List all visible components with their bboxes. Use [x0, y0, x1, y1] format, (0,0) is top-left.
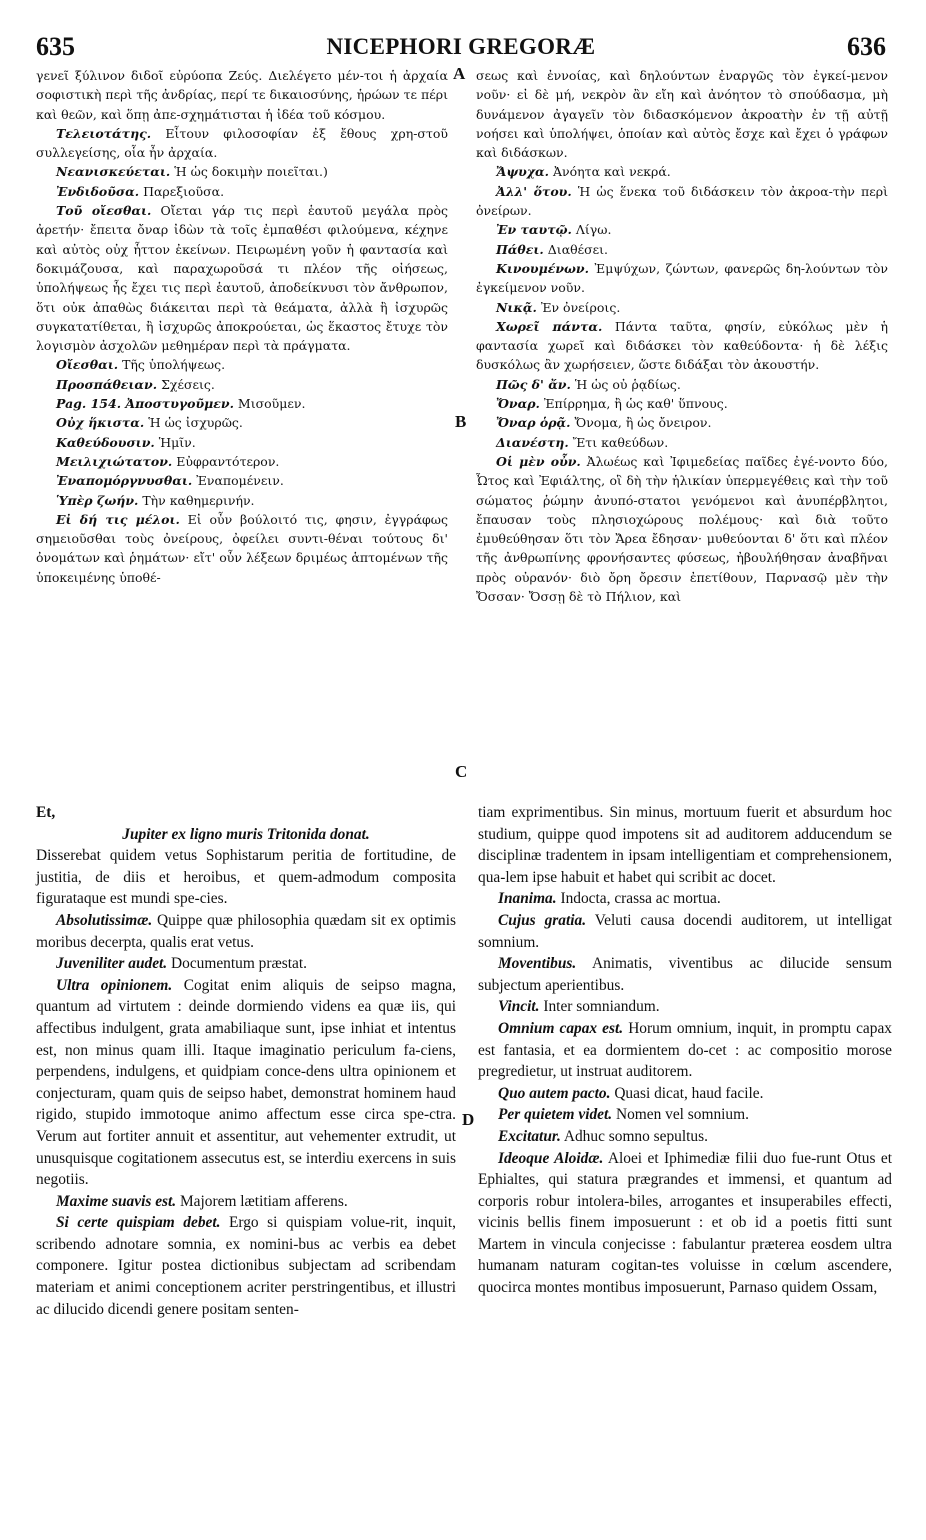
- greek-column-right: [476, 66, 888, 606]
- paragraph-text: Veluti causa docendi auditorem, ut intelligat somnium.: [478, 911, 892, 951]
- paragraph-text: Ἡ ὡς ἕνεκα τοῦ διδάσκειν τὸν ἀκροα-τὴν περὶ ὀνείρων.: [476, 183, 888, 219]
- paragraph-text: Adhuc somno sepultus.: [563, 1127, 708, 1145]
- paragraph-text: Οἴεται γάρ τις περὶ ἑαυτοῦ μεγάλα πρὸς ἀρετήν· ἔπειτα ὄναρ ἰδὼν τὰ τοῖς ἐμπαθέσι φιλούμενα, κέχηνε καὶ αὐτὸς οὐχ ἧττον ἐκείνων. Πειρωμένη γοῦν ἡ φαντασία καὶ δοκιμάζουσα, καὶ παραχωροῦσά τι πλέον τῆς οἰήσεως, ὑπολήψεως ἧς ἔχει τις περὶ ἑαυτοῦ, ἀποδείκνυσι τὸν ἄνθρωπον, ὅτι οὐκ ἀπαθὼς διάκειται περὶ τὰ θεάματα, ἀλλὰ ἢ ἰσχυρῶς συγκατατίθεται, ἢ ἰσχυρῶς ἀποκρούεται, ὡς ἕκαστος ἔτυχε τὸν λογισμὸν ἀσχολῶν μεθημέραν περὶ τὰ πράγματα.: [36, 203, 448, 354]
- paragraph: [478, 910, 892, 953]
- lemma: Ἐνδιδοῦσα.: [56, 183, 140, 199]
- greek-column-left: [36, 66, 448, 587]
- lemma: Vincit.: [498, 998, 540, 1016]
- lemma: Τελειοτάτης.: [56, 125, 152, 141]
- running-title: NICEPHORI GREGORÆ: [326, 34, 596, 59]
- paragraph-text: Animatis, viventibus ac dilucide sensum subjectum aperientibus.: [478, 955, 892, 994]
- paragraph-text: Ἡ ὡς δοκιμὴν ποιεῖται.): [174, 164, 328, 180]
- paragraph: [476, 220, 888, 239]
- paragraph: [36, 201, 448, 355]
- paragraph: [476, 298, 888, 317]
- lemma: Ἐναπομόργνυσθαι.: [56, 473, 193, 489]
- paragraph-text: Διαθέσει.: [547, 241, 609, 257]
- paragraph-text: Εἰ οὖν βούλοιτό τις, φησιν, ἐγγράφως σημειοῦσθαι τοὺς ὀνείρους, ὀφείλει συντι-θέναι τούτους δι' ὀνομάτων καὶ ῥημάτων· εἴτ' οὖν λέξεων δριμέως ἁπτομένων τῆς ὑποκειμένης ὑποθέ-: [36, 511, 448, 585]
- paragraph-text: Ὄνομα, ἢ ὡς ὄνειρον.: [574, 415, 712, 431]
- paragraph-text: Ἐναπομένειν.: [196, 473, 284, 489]
- paragraph: [36, 375, 448, 394]
- paragraph-text: tiam exprimentibus. Sin minus, mortuum fuerit et absurdum hoc studium, quippe quod impotens sit ad auditorem adducendum se disciplinæ tradentem in ipsam intelligentiam et comprehensionem, qua-lem ipse habuit et habet qui scribit ac docet.: [478, 804, 892, 886]
- lemma: Per quietem videt.: [498, 1106, 613, 1124]
- latin-column-right: [478, 802, 892, 1299]
- paragraph-text: Ἀνόητα καὶ νεκρά.: [553, 164, 671, 180]
- lemma: Omnium capax est.: [498, 1019, 624, 1037]
- paragraph-text: Disserebat quidem vetus Sophistarum peritia de fortitudine, de justitia, de diis et heroibus, et quem-admodum composita figurataque est mundi spe-cies.: [36, 847, 456, 908]
- paragraph-text: Quasi dicat, haud facile.: [614, 1084, 764, 1102]
- paragraph: [36, 510, 448, 587]
- paragraph-text: Ἔτι καθεύδων.: [572, 434, 669, 450]
- paragraph: [476, 182, 888, 221]
- paragraph: [478, 802, 892, 888]
- paragraph: [478, 1083, 892, 1105]
- paragraph: [476, 259, 888, 298]
- lemma: Διανέστη.: [496, 434, 569, 450]
- paragraph-text: Et,: [36, 804, 56, 821]
- paragraph: [36, 845, 456, 910]
- paragraph: [36, 802, 456, 824]
- lemma: Πῶς δ' ἄν.: [496, 376, 571, 392]
- paragraph: [36, 910, 456, 953]
- paragraph: [36, 162, 448, 181]
- paragraph-text: Ἡ ὡς ἰσχυρῶς.: [148, 415, 243, 431]
- page-number-left: 635: [36, 32, 75, 61]
- lemma: Νικᾷ.: [496, 299, 537, 315]
- lemma: Μειλιχιώτατον.: [56, 453, 173, 469]
- paragraph: [476, 375, 888, 394]
- lemma: Juveniliter audet.: [56, 955, 168, 973]
- paragraph: [476, 317, 888, 375]
- lemma: Εἰ δή τις μέλοι.: [56, 511, 180, 527]
- lemma: Πάθει.: [496, 241, 544, 257]
- paragraph: [36, 394, 448, 413]
- latin-column-left: [36, 802, 456, 1320]
- paragraph-text: Τῆς ὑπολήψεως.: [122, 357, 226, 373]
- paragraph: [36, 124, 448, 163]
- paragraph-text: Ἐν ὀνείροις.: [540, 299, 621, 315]
- paragraph: [36, 355, 448, 374]
- paragraph-text: Ἡμῖν.: [158, 434, 196, 450]
- lemma: Quo autem pacto.: [498, 1084, 611, 1102]
- lemma: Jupiter ex ligno muris Tritonida donat.: [122, 825, 370, 843]
- lemma: Ὑπὲρ ζωήν.: [56, 492, 139, 508]
- paragraph-text: Indocta, crassa ac mortua.: [560, 890, 721, 908]
- lemma: Inanima.: [498, 890, 557, 908]
- lemma: Οὐχ ἥκιστα.: [56, 415, 145, 431]
- paragraph: [476, 452, 888, 606]
- margin-letter-a: A: [453, 64, 466, 83]
- paragraph: [36, 66, 448, 124]
- lemma: Καθεύδουσιν.: [56, 434, 155, 450]
- paragraph-text: Inter somniandum.: [543, 998, 660, 1016]
- lemma: Κινουμένων.: [496, 260, 589, 276]
- margin-letter-b: B: [455, 412, 467, 431]
- lemma: Maxime suavis est.: [56, 1192, 177, 1210]
- lemma: Ideoque Aloidæ.: [498, 1149, 604, 1167]
- paragraph-text: Majorem lætitiam afferens.: [180, 1192, 348, 1210]
- paragraph-text: Πάντα ταῦτα, φησίν, εὐκόλως μὲν ἡ φαντασία χωρεῖ καὶ διδάσκει τὸν καθεύδοντα· ἡ δὲ λέξις δυσκόλως ἂν χωρήσειεν, ὥστε διδάξαι τὸν ἀκουστήν.: [476, 318, 888, 373]
- lemma: Pag. 154. Ἀποστυγοῦμεν.: [56, 396, 234, 412]
- paragraph-text: Aloei et Iphimediæ filii duo fue-runt Otus et Ephialtes, qui statura prægrandes et immensi, et quantum ad corporis robur intolera-biles, arrogantes et insuperabiles effecti, vicinis bellis finem imposuerunt : et ob id a poetis fitti sunt Martem in vincula conjecisse : fabulantur præterea eosdem ultra humanam naturam cogitan-tes voluisse in cœlum ascendere, quocirca montes montibus imposuerunt, Parnaso quidem Ossam,: [478, 1149, 892, 1297]
- paragraph-text: Σχέσεις.: [161, 376, 215, 392]
- paragraph: [36, 471, 448, 490]
- lemma: Ὄναρ.: [496, 396, 540, 412]
- lemma: Excitatur.: [498, 1127, 561, 1145]
- paragraph: [36, 1212, 456, 1320]
- paragraph-text: Μισοῦμεν.: [237, 396, 306, 412]
- lemma: Si certe quispiam debet.: [56, 1214, 221, 1232]
- paragraph: [476, 413, 888, 432]
- paragraph: [478, 1018, 892, 1083]
- paragraph-text: Ἀλωέως καὶ Ἰφιμεδείας παῖδες ἐγέ-νοντο δύο, Ὦτος καὶ Ἐφιάλτης, οἳ δὴ τὴν ἡλικίαν ὑπερμεγέθεις καὶ τὴν τοῦ σώματος ῥώμην ἀνυπό-στατοι γενόμενοι καὶ ἀνυπέρβλητοι, ἔπαυσαν τοὺς πλησιοχώρους πολέμους· καὶ διὰ τοῦτο ἐμυθεύθησαν ὅτι τὸν Ἄρεα ἔδησαν· μυθεύονται δ' ὅτι καὶ πλέον τῆς ἀνθρωπίνης φρονήσαντες φύσεως, ἠβουλήθησαν ἀναβῆναι πρὸς οὐρανόν· διὸ ὄρη ὄρεσιν ἐπετίθουν, Παρνασῷ μὲν τὴν Ὄσσαν· Ὄσσῃ δὲ τὸ Πήλιον, καὶ: [476, 453, 888, 605]
- paragraph: [478, 1126, 892, 1148]
- margin-letter-c: C: [455, 762, 468, 781]
- paragraph-text: Nomen vel somnium.: [615, 1106, 749, 1124]
- paragraph-text: Horum omnium, inquit, in promptu capax est fantasia, et ea dormientem do-cet : ac compositio morose pregredietur, ut instruat auditorem.: [478, 1019, 892, 1081]
- lemma: Ultra opinionem.: [56, 976, 173, 994]
- paragraph: [476, 240, 888, 259]
- paragraph-text: Ἐμψύχων, ζώντων, φανερῶς δη-λούντων τὸν ἐγκείμενον νοῦν.: [476, 260, 889, 296]
- paragraph: [36, 824, 456, 846]
- lemma: Moventibus.: [498, 955, 577, 973]
- paragraph-text: Cogitat enim aliquis de seipso magna, quantum ad virtutem : deinde dormiendo videns ea quæ iis, qui affectibus indulgent, grata amabiliaque sunt, ipse inhiat et intentus est, non minus quam illi. Itaque imaginatio periculum fa-ciens, perpendens, indulgens, et quidpiam conce-dens ultra opinionem et conjecturam, quam quis de seipso habet, demonstrat hominem haud rigido, stupido immotoque animo affectum esse circa spe-ctra. Verum aut fortiter annuit et assentitur, aut vehementer extrudit, ut unusquisque cogitationem assecutus est, se interdiu exercens in suis negotiis.: [36, 976, 456, 1189]
- paragraph: [478, 996, 892, 1018]
- paragraph-text: Εἶτουν φιλοσοφίαν ἐξ ἔθους χρη-στοῦ συλλεγείσης, οἷα ἦν ἀρχαία.: [36, 125, 448, 161]
- paragraph: [36, 1191, 456, 1213]
- paragraph-text: Λίγω.: [575, 222, 612, 238]
- page-number-right: 636: [847, 32, 886, 61]
- paragraph: [36, 953, 456, 975]
- paragraph: [36, 975, 456, 1191]
- lemma: Οἴεσθαι.: [56, 357, 119, 373]
- lemma: Προσπάθειαν.: [56, 376, 158, 392]
- paragraph-text: Ergo si quispiam volue-rit, inquit, scribendo adnotare somnia, ex nomini-bus ac verbis ea debet componere. Igitur postea dictionibus subjectam ad scribendam materiam et animi conceptionem acriter perstringentibus, et illustri ac dilucido dicendi genere positam senten-: [36, 1214, 456, 1318]
- paragraph-text: Εὐφραντότερον.: [176, 453, 280, 469]
- paragraph-text: Παρεξιοῦσα.: [143, 183, 225, 199]
- paragraph: [36, 491, 448, 510]
- margin-letter-d: D: [462, 1110, 475, 1129]
- running-header: [36, 32, 886, 62]
- lemma: Ὄναρ ὁρᾷ.: [496, 415, 571, 431]
- lemma: Ἄψυχα.: [496, 164, 550, 180]
- lemma: Οἱ μὲν οὖν.: [496, 453, 581, 469]
- lemma: Absolutissimæ.: [56, 911, 153, 929]
- lemma: Χωρεῖ πάντα.: [496, 318, 603, 334]
- paragraph: [478, 1148, 892, 1299]
- paragraph: [478, 1104, 892, 1126]
- lemma: Ἐν ταυτῷ.: [496, 222, 572, 238]
- paragraph-text: Quippe quæ philosophia quædam sit ex optimis moribus decerpta, qualis erat vetus.: [36, 911, 456, 951]
- paragraph-text: Τὴν καθημερινήν.: [142, 492, 255, 508]
- paragraph-text: Ἡ ὡς οὐ ῥᾳδίως.: [574, 376, 681, 392]
- paragraph: [476, 162, 888, 181]
- paragraph: [476, 66, 888, 162]
- paragraph: [36, 433, 448, 452]
- paragraph: [476, 394, 888, 413]
- paragraph: [478, 953, 892, 996]
- lemma: Ἀλλ' ὅτου.: [496, 183, 572, 199]
- paragraph: [36, 413, 448, 432]
- paragraph: [478, 888, 892, 910]
- paragraph-text: Documentum præstat.: [171, 955, 307, 973]
- paragraph-text: Ἐπίρρημα, ἢ ὡς καθ' ὕπνους.: [543, 396, 728, 412]
- paragraph: [36, 452, 448, 471]
- paragraph-text: σεως καὶ ἐννοίας, καὶ δηλούντων ἐναργῶς τὸν ἐγκεί-μενον νοῦν· εἰ δὲ μή, νεκρὸν ἂν εἴη καὶ ἀνόητον τὸ σπούδασμα, μὴ δυνάμενον ἀγαγεῖν τὸν διδασκόμενον ἀκροατὴν ἐν τῇ αὐτῇ νοήσει καὶ ὑπολήψει, ὁποίαν καὶ αὐτὸς ἔσχε καὶ ἔχει ὁ γράφων καὶ διδάσκων.: [476, 68, 888, 161]
- lemma: Τοῦ οἴεσθαι.: [56, 203, 152, 219]
- paragraph-text: γενεῖ ξύλινον διδοῖ εὐρύοπα Ζεύς. Διελέγετο μέν-τοι ἡ ἀρχαία σοφιστικὴ περὶ τῆς ἀνδρίας, περί τε δικαιοσύνης, ἡρώων τε πέρι καὶ θεῶν, καὶ ὅπῃ ἀπε-σχημάτισται ἡ ἰδέα τοῦ κόσμου.: [36, 68, 448, 122]
- paragraph: [476, 433, 888, 452]
- paragraph: [36, 182, 448, 201]
- lemma: Νεανισκεύεται.: [56, 164, 171, 180]
- lemma: Cujus gratia.: [498, 911, 587, 929]
